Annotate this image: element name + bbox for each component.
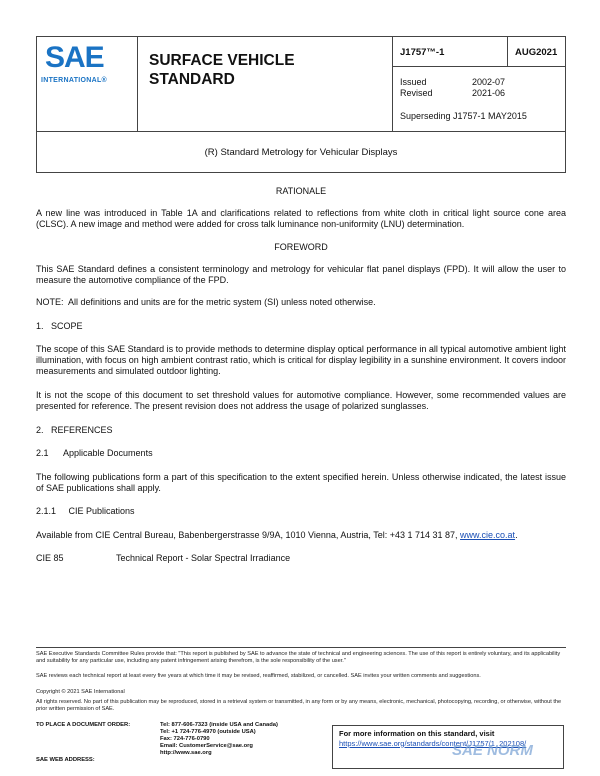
- footer-review-text: SAE reviews each technical report at least every five years at which time it may be revised, reaffirmed, stabilized, or cancelled. SAE invites your written comments and suggestions.: [36, 673, 481, 679]
- document-date: AUG2021: [515, 47, 558, 58]
- foreword-heading: FOREWORD: [274, 242, 328, 252]
- contact-details: [160, 722, 278, 757]
- document-type-line1: SURFACE VEHICLE: [149, 52, 295, 69]
- scope-heading: 1. SCOPE: [36, 321, 83, 331]
- header-rule: [392, 66, 565, 67]
- document-title: [36, 131, 566, 173]
- header-divider: [507, 37, 508, 66]
- references-heading: 2. REFERENCES: [36, 425, 113, 435]
- footer-rights-text: All rights reserved. No part of this publication may be reproduced, stored in a retrieval system or transmitted, in any form or by any means, electronic, mechanical, photocopying, recording, or otherwise, without the prior written permission of SAE.: [36, 699, 562, 713]
- header-divider: [392, 37, 393, 131]
- cie-heading: 2.1.1 CIE Publications: [36, 506, 135, 516]
- foreword-text: This SAE Standard defines a consistent terminology and metrology for vehicular flat panel displays (FPD). It will allow the user to measure the automotive compliance of the FPD.: [36, 264, 566, 285]
- cie-availability: [36, 530, 566, 541]
- cie85-title: Technical Report - Solar Spectral Irradiance: [116, 553, 291, 563]
- document-number: J1757™-1: [400, 47, 445, 58]
- document-type-line2: STANDARD: [149, 71, 235, 88]
- issue-dates: [400, 77, 506, 99]
- sae-logo-subtext: INTERNATIONAL®: [41, 77, 108, 84]
- info-title: For more information on this standard, visit: [339, 729, 495, 738]
- info-link[interactable]: https://www.sae.org/standards/content/J1757/1_202108/: [339, 738, 527, 748]
- header-divider: [137, 37, 138, 131]
- cie85-id: CIE 85: [36, 553, 64, 563]
- rationale-text: A new line was introduced in Table 1A and clarifications related to reflections from white cloth in critical light source cone area (CLSC). A new image and method were added for cross talk luminance non-uniformity (LNU) determination.: [36, 208, 566, 229]
- revised-value: 2021-06: [472, 88, 506, 98]
- applicable-text: The following publications form a part of this specification to the extent specified herein. Unless otherwise indicated, the latest issue of SAE publications shall apply.: [36, 472, 566, 493]
- issued-label: Issued: [400, 77, 427, 87]
- cie-availability-text: Available from CIE Central Bureau, Babenbergerstrasse 9/9A, 1010 Vienna, Austria, Tel: +43 1 714 31 87,: [36, 530, 461, 540]
- document-title-text: (R) Standard Metrology for Vehicular Displays: [204, 146, 398, 158]
- scope-paragraph-1: The scope of this SAE Standard is to provide methods to determine display optical performance in all typical automotive ambient light illumination, with focus on high ambient contrast ratio, which is critical for display legibility in a sunshine environment. It covers indoor measurements and simulated outdoor lighting.: [36, 344, 566, 376]
- order-label: TO PLACE A DOCUMENT ORDER:: [36, 722, 131, 728]
- email[interactable]: Email: CustomerService@sae.org: [160, 743, 253, 749]
- web-address[interactable]: http://www.sae.org: [160, 750, 212, 756]
- footer-rule: [36, 647, 566, 648]
- order-contact: [36, 722, 278, 764]
- applicable-heading: 2.1 Applicable Documents: [36, 448, 153, 458]
- issued-value: 2002-07: [472, 77, 506, 87]
- scope-paragraph-2: It is not the scope of this document to set threshold values for automotive compliance. However, some recommended values are presented for reference. The present revision does not address the usage of polarized sunglasses.: [36, 390, 566, 411]
- note-text: NOTE: All definitions and units are for the metric system (SI) unless noted otherwise.: [36, 297, 376, 307]
- rationale-heading: RATIONALE: [275, 186, 327, 196]
- cie-availability-end: .: [515, 530, 518, 540]
- web-label: SAE WEB ADDRESS:: [36, 757, 95, 763]
- superseding: Superseding J1757-1 MAY2015: [400, 111, 527, 121]
- phone-1: Tel: 877-606-7323 (inside USA and Canada): [160, 722, 278, 728]
- watermark: SAE NORM: [452, 742, 533, 759]
- document-header: [36, 36, 566, 132]
- footer-copyright: Copyright © 2021 SAE International: [36, 689, 125, 695]
- sae-logo: SAE: [45, 41, 104, 74]
- cie-link[interactable]: www.cie.co.at: [460, 530, 516, 540]
- fax: Fax: 724-776-0790: [160, 736, 210, 742]
- footer-rules-text: SAE Executive Standards Committee Rules provide that: "This report is published by SAE to advance the state of technical and engineering sciences. The use of this report is entirely voluntary, and its applicability and suitability for any particular use, including any patent infringement arising therefrom, is the sole responsibility of the user.": [36, 651, 561, 665]
- revised-label: Revised: [400, 88, 433, 98]
- document-type: [149, 51, 295, 89]
- cie85-reference: [36, 553, 566, 564]
- phone-2: Tel: +1 724-776-4970 (outside USA): [160, 729, 256, 735]
